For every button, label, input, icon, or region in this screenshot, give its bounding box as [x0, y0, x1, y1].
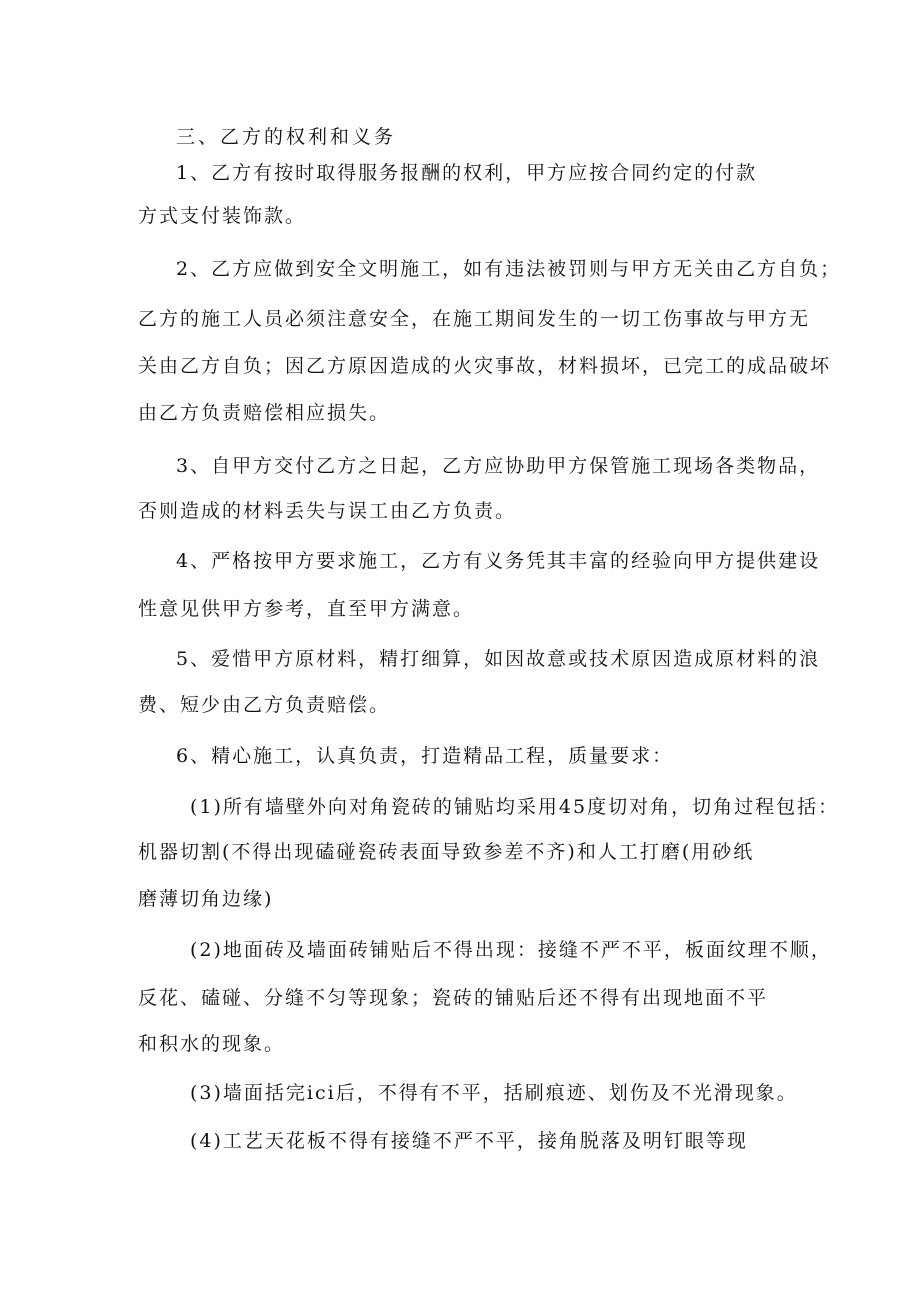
text-line-21: (4)工艺天花板不得有接缝不严不平，接角脱落及明钉眼等现: [190, 1130, 748, 1152]
text-line-2: 方式支付装饰款。: [138, 205, 307, 227]
text-line-13: 6、精心施工，认真负责，打造精品工程，质量要求：: [176, 745, 674, 767]
text-line-5: 关由乙方自负；因乙方原因造成的火灾事故，材料损坏，已完工的成品破坏: [138, 355, 832, 377]
text-line-19: 和积水的现象。: [138, 1033, 286, 1055]
text-line-16: 磨薄切角边缘): [138, 888, 274, 910]
text-line-18: 反花、磕碰、分缝不匀等现象；瓷砖的铺贴后还不得有出现地面不平: [138, 987, 769, 1009]
text-line-3: 2、乙方应做到安全文明施工，如有违法被罚则与甲方无关由乙方自负；: [176, 258, 842, 280]
text-line-1: 1、乙方有按时取得服务报酬的权利，甲方应按合同约定的付款: [176, 162, 758, 184]
text-line-9: 4、严格按甲方要求施工，乙方有义务凭其丰富的经验向甲方提供建设: [176, 550, 821, 572]
text-line-15: 机器切割(不得出现磕碰瓷砖表面导致参差不齐)和人工打磨(用砂纸: [138, 841, 755, 863]
text-line-8: 否则造成的材料丢失与误工由乙方负责。: [138, 500, 517, 522]
section-heading: 三、乙方的权利和义务: [176, 126, 397, 148]
text-line-6: 由乙方负责赔偿相应损失。: [138, 402, 391, 424]
text-line-11: 5、爱惜甲方原材料，精打细算，如因故意或技术原因造成原材料的浪: [176, 648, 821, 670]
text-line-12: 费、短少由乙方负责赔偿。: [138, 694, 391, 716]
text-line-7: 3、自甲方交付乙方之日起，乙方应协助甲方保管施工现场各类物品，: [176, 455, 821, 477]
text-line-20: (3)墙面括完ici后，不得有不平，括刷痕迹、划伤及不光滑现象。: [190, 1082, 798, 1104]
text-line-14: (1)所有墙壁外向对角瓷砖的铺贴均采用45度切对角，切角过程包括：: [190, 796, 840, 818]
text-line-10: 性意见供甲方参考，直至甲方满意。: [138, 598, 475, 620]
text-line-17: (2)地面砖及墙面砖铺贴后不得出现：接缝不严不平，板面纹理不顺，: [190, 939, 832, 961]
text-line-4: 乙方的施工人员必须注意安全，在施工期间发生的一切工伤事故与甲方无: [138, 308, 811, 330]
